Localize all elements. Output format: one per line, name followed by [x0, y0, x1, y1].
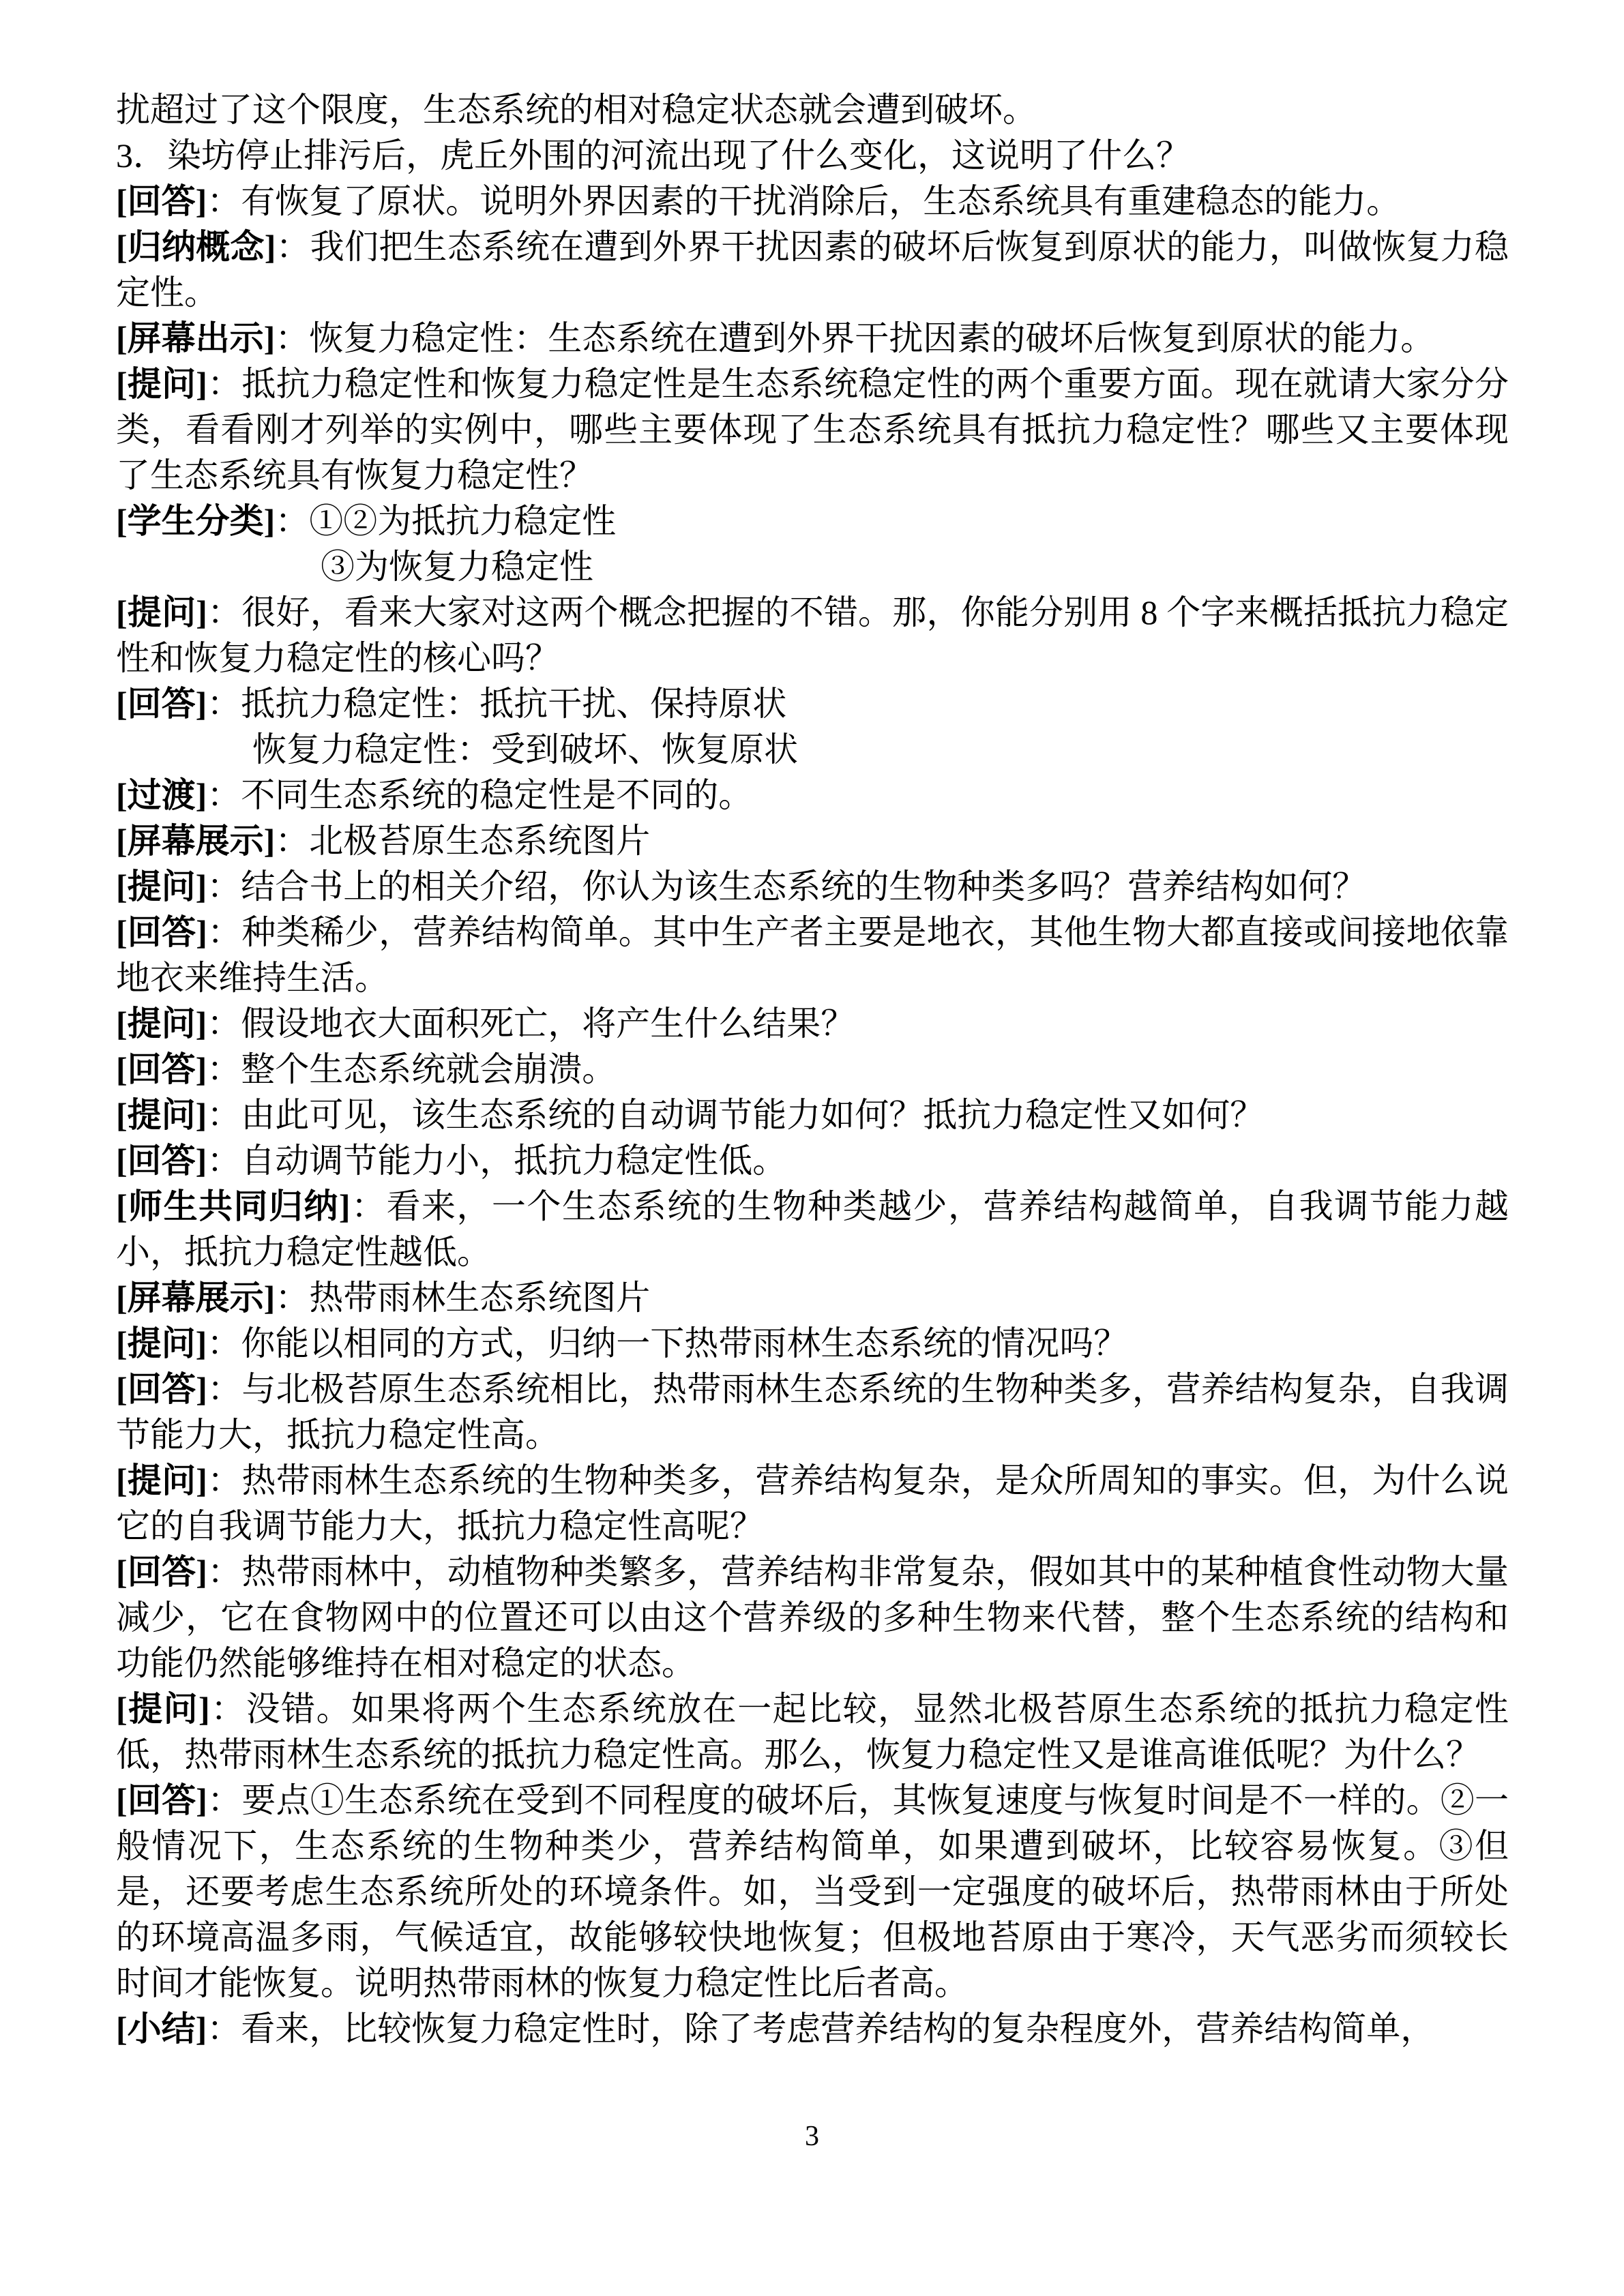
paragraph: [116, 316, 1509, 361]
paragraph-text: ：由此可见，该生态系统的自动调节能力如何？抵抗力稳定性又如何？: [207, 1096, 1265, 1134]
speaker-label: [提问]: [116, 1324, 207, 1362]
paragraph-text: ：与北极苔原生态系统相比，热带雨林生态系统的生物种类多，营养结构复杂，自我调节能力大，抵抗力稳定性高。: [116, 1370, 1509, 1454]
paragraph: [116, 87, 1509, 133]
paragraph: [116, 1092, 1509, 1138]
page-body: [116, 87, 1509, 2052]
paragraph: [116, 681, 1509, 727]
paragraph: [116, 818, 1509, 864]
speaker-label: [提问]: [116, 1004, 207, 1043]
speaker-label: [屏幕出示]: [116, 319, 276, 357]
paragraph-text: ：恢复力稳定性：生态系统在遭到外界干扰因素的破坏后恢复到原状的能力。: [275, 319, 1435, 357]
paragraph-text: ：看来，一个生态系统的生物种类越少，营养结构越简单，自我调节能力越小，抵抗力稳定性越低。: [116, 1187, 1509, 1271]
speaker-label: [回答]: [116, 1050, 207, 1088]
paragraph: [116, 773, 1509, 818]
paragraph-text: ：看来，比较恢复力稳定性时，除了考虑营养结构的复杂程度外，营养结构简单，: [207, 2010, 1435, 2048]
paragraph-text: ：种类稀少，营养结构简单。其中生产者主要是地衣，其他生物大都直接或间接地依靠地衣来维持生活。: [116, 913, 1509, 997]
paragraph-text: ：有恢复了原状。说明外界因素的干扰消除后，生态系统具有重建稳态的能力。: [207, 182, 1401, 220]
speaker-label: [回答]: [116, 913, 207, 951]
paragraph-text: ：北极苔原生态系统图片: [275, 822, 651, 860]
speaker-label: [提问]: [116, 1096, 207, 1134]
paragraph-text: ：你能以相同的方式，归纳一下热带雨林生态系统的情况吗？: [207, 1324, 1128, 1362]
paragraph-text: ：热带雨林生态系统图片: [275, 1279, 651, 1317]
paragraph: [116, 133, 1509, 179]
paragraph-text: ：不同生态系统的稳定性是不同的。: [207, 776, 753, 814]
speaker-label: [屏幕展示]: [116, 822, 276, 860]
speaker-label: [提问]: [116, 365, 207, 403]
paragraph: [116, 498, 1509, 544]
paragraph: [116, 1778, 1509, 2006]
paragraph: [116, 1686, 1509, 1778]
paragraph: [116, 1001, 1509, 1047]
speaker-label: [过渡]: [116, 776, 207, 814]
paragraph-text: ：抵抗力稳定性：抵抗干扰、保持原状: [207, 685, 787, 723]
paragraph: [116, 1458, 1509, 1549]
paragraph: [116, 1367, 1509, 1458]
speaker-label: [回答]: [116, 1553, 207, 1591]
speaker-label: [提问]: [116, 1690, 210, 1728]
speaker-label: [回答]: [116, 1781, 207, 1819]
speaker-label: [提问]: [116, 593, 207, 631]
paragraph: [116, 1275, 1509, 1321]
paragraph-text: ③为恢复力稳定性: [321, 548, 593, 586]
paragraph-text: ：假设地衣大面积死亡，将产生什么结果？: [207, 1004, 855, 1043]
paragraph: [116, 864, 1509, 910]
paragraph: [116, 544, 1509, 590]
paragraph-text: ：很好，看来大家对这两个概念把握的不错。那，你能分别用 8 个字来概括抵抗力稳定性和恢复力稳定性的核心吗？: [116, 593, 1509, 677]
paragraph: [116, 910, 1509, 1001]
speaker-label: [回答]: [116, 685, 207, 723]
paragraph-text: ：没错。如果将两个生态系统放在一起比较，显然北极苔原生态系统的抵抗力稳定性低，热带雨林生态系统的抵抗力稳定性高。那么，恢复力稳定性又是谁高谁低呢？为什么？: [116, 1690, 1509, 1774]
paragraph: [116, 1184, 1509, 1275]
speaker-label: [回答]: [116, 182, 207, 220]
paragraph: [116, 1549, 1509, 1686]
speaker-label: [回答]: [116, 1142, 207, 1180]
paragraph: [116, 1321, 1509, 1367]
paragraph: [116, 179, 1509, 224]
paragraph: [116, 1047, 1509, 1092]
speaker-label: [回答]: [116, 1370, 207, 1408]
paragraph-text: ：①②为抵抗力稳定性: [275, 502, 617, 540]
paragraph: [116, 361, 1509, 498]
paragraph-text: 扰超过了这个限度，生态系统的相对稳定状态就会遭到破坏。: [116, 91, 1037, 129]
speaker-label: [屏幕展示]: [116, 1279, 276, 1317]
paragraph-text: 恢复力稳定性：受到破坏、恢复原状: [252, 730, 798, 769]
speaker-label: [师生共同归纳]: [116, 1187, 351, 1225]
paragraph: [116, 727, 1509, 773]
paragraph: [116, 224, 1509, 316]
speaker-label: [提问]: [116, 867, 207, 906]
paragraph-text: ：抵抗力稳定性和恢复力稳定性是生态系统稳定性的两个重要方面。现在就请大家分分类，看看刚才列举的实例中，哪些主要体现了生态系统具有抵抗力稳定性？哪些又主要体现了生态系统具有恢复力稳定性？: [116, 365, 1509, 494]
paragraph-text: ：要点①生态系统在受到不同程度的破坏后，其恢复速度与恢复时间是不一样的。②一般情况下，生态系统的生物种类少，营养结构简单，如果遭到破坏，比较容易恢复。③但是，还要考虑生态系统所处的环境条件。如，当受到一定强度的破坏后，热带雨林由于所处的环境高温多雨，气候适宜，故能够较快地恢复；但极地苔原由于寒冷，天气恶劣而须较长时间才能恢复。说明热带雨林的恢复力稳定性比后者高。: [116, 1781, 1509, 2002]
paragraph: [116, 2006, 1509, 2052]
speaker-label: [学生分类]: [116, 502, 276, 540]
paragraph-text: ：热带雨林生态系统的生物种类多，营养结构复杂，是众所周知的事实。但，为什么说它的自我调节能力大，抵抗力稳定性高呢？: [116, 1461, 1509, 1545]
paragraph: [116, 590, 1509, 681]
page-number: 3: [805, 2121, 819, 2152]
paragraph-text: ：我们把生态系统在遭到外界干扰因素的破坏后恢复到原状的能力，叫做恢复力稳定性。: [116, 228, 1509, 312]
paragraph-text: ：结合书上的相关介绍，你认为该生态系统的生物种类多吗？营养结构如何？: [207, 867, 1367, 906]
paragraph-text: ：热带雨林中，动植物种类繁多，营养结构非常复杂，假如其中的某种植食性动物大量减少，它在食物网中的位置还可以由这个营养级的多种生物来代替，整个生态系统的结构和功能仍然能够维持在相对稳定的状态。: [116, 1553, 1509, 1682]
speaker-label: [小结]: [116, 2010, 207, 2048]
paragraph-text: ：自动调节能力小，抵抗力稳定性低。: [207, 1142, 787, 1180]
paragraph-text: ：整个生态系统就会崩溃。: [207, 1050, 617, 1088]
paragraph-text: 3．染坊停止排污后，虎丘外围的河流出现了什么变化，这说明了什么？: [116, 136, 1190, 175]
speaker-label: [归纳概念]: [116, 228, 276, 266]
paragraph: [116, 1138, 1509, 1184]
speaker-label: [提问]: [116, 1461, 207, 1500]
